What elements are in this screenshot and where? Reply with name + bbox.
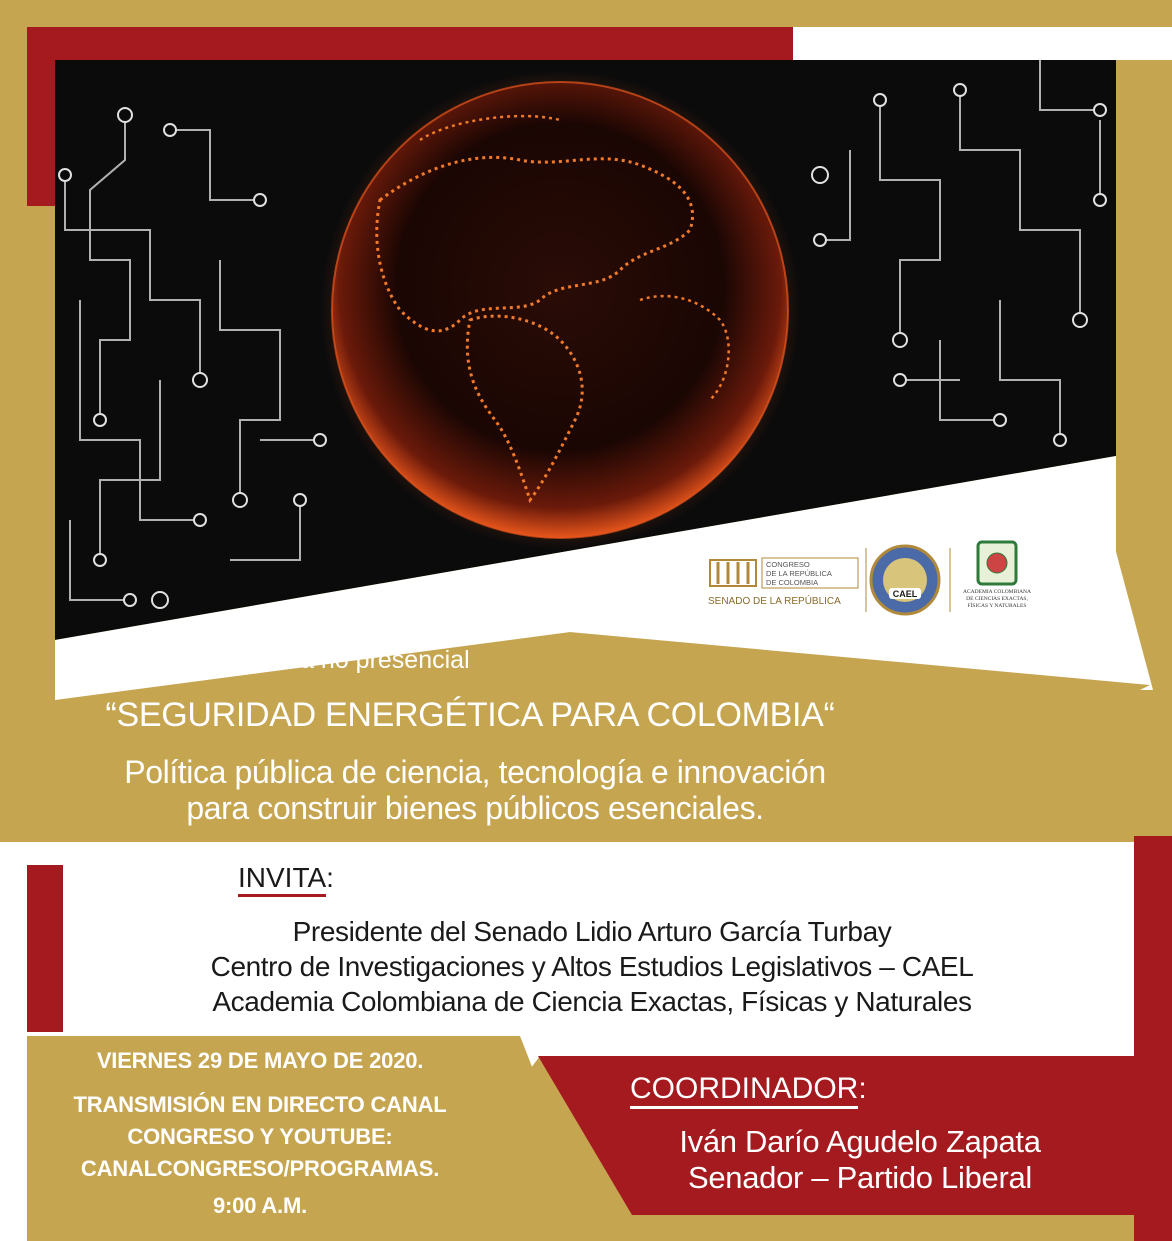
congreso-line3: DE COLOMBIA (766, 578, 819, 587)
coordinator-colon: : (858, 1072, 867, 1105)
transmission-line: CANALCONGRESO/PROGRAMAS. (80, 1156, 440, 1181)
coordinator-label: COORDINADOR (630, 1072, 858, 1109)
host-line: Academia Colombiana de Ciencia Exactas, Físicas y Naturales (212, 986, 972, 1017)
event-subtitle-line1: Política pública de ciencia, tecnología e innovación (124, 754, 826, 790)
invite-heading (238, 862, 334, 894)
coordinator-role: Senador – Partido Liberal (687, 1160, 1033, 1195)
invite-colon: : (326, 862, 334, 893)
event-type-label: Audiencia pública no presencial (118, 646, 470, 674)
congreso-line2: DE LA REPÚBLICA (766, 569, 832, 578)
cael-label: CAEL (892, 589, 918, 599)
cael-logo (871, 546, 939, 614)
academia-logo (963, 542, 1031, 609)
congreso-logo (708, 558, 858, 607)
event-title: “SEGURIDAD ENERGÉTICA PARA COLOMBIA“ (105, 696, 835, 734)
transmission-line: TRANSMISIÓN EN DIRECTO CANAL (73, 1092, 447, 1117)
academia-line1: ACADEMIA COLOMBIANA (963, 589, 1031, 595)
senado-label: SENADO DE LA REPÚBLICA (708, 596, 841, 607)
academia-line2: DE CIENCIAS EXACTAS, (966, 596, 1028, 602)
host-line: Presidente del Senado Lidio Arturo García Turbay (292, 916, 892, 947)
event-subtitle-line2: para construir bienes públicos esenciales. (186, 790, 764, 826)
invite-label: INVITA (238, 862, 326, 897)
academia-line3: FÍSICAS Y NATURALES (967, 603, 1027, 609)
coordinator-heading (630, 1072, 867, 1106)
congreso-line1: CONGRESO (766, 560, 810, 569)
host-line: Centro de Investigaciones y Altos Estudios Legislativos – CAEL (210, 951, 974, 982)
institution-logos (700, 540, 1040, 620)
coordinator-name: Iván Darío Agudelo Zapata (679, 1124, 1041, 1159)
transmission-line: CONGRESO Y YOUTUBE: (127, 1124, 393, 1149)
event-date: VIERNES 29 DE MAYO DE 2020. (96, 1048, 424, 1073)
event-time: 9:00 A.M. (213, 1193, 307, 1218)
